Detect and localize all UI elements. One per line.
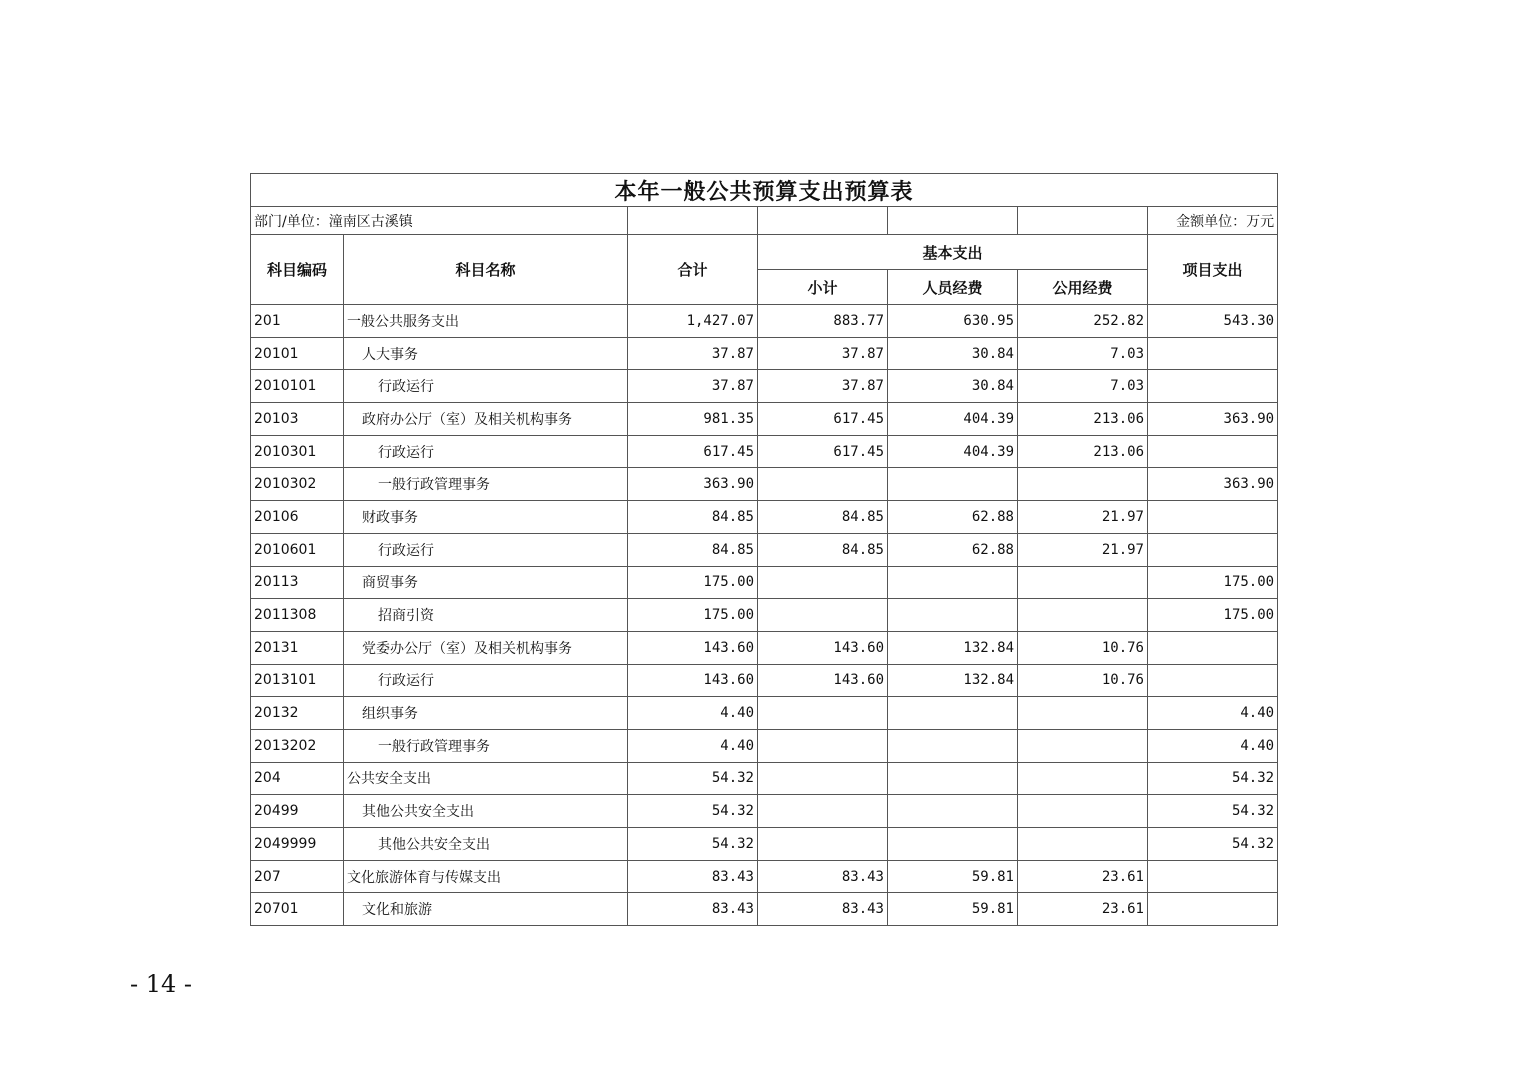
cell-name: 财政事务 bbox=[344, 501, 628, 534]
header-subtotal: 小计 bbox=[758, 270, 888, 305]
cell-project: 363.90 bbox=[1148, 468, 1278, 501]
cell-subtotal: 84.85 bbox=[758, 501, 888, 534]
header-row bbox=[251, 235, 1278, 270]
cell-name: 其他公共安全支出 bbox=[344, 795, 628, 828]
cell-project bbox=[1148, 501, 1278, 534]
table-row bbox=[251, 403, 1278, 436]
cell-code: 2010601 bbox=[251, 533, 344, 566]
meta-row bbox=[251, 207, 1278, 235]
cell-name: 文化旅游体育与传媒支出 bbox=[344, 860, 628, 893]
cell-subtotal: 37.87 bbox=[758, 337, 888, 370]
cell-project: 54.32 bbox=[1148, 762, 1278, 795]
cell-public bbox=[1018, 697, 1148, 730]
cell-public bbox=[1018, 729, 1148, 762]
cell-public: 7.03 bbox=[1018, 337, 1148, 370]
cell-code: 204 bbox=[251, 762, 344, 795]
cell-subtotal bbox=[758, 729, 888, 762]
cell-total: 37.87 bbox=[628, 370, 758, 403]
cell-code: 2013101 bbox=[251, 664, 344, 697]
cell-project bbox=[1148, 337, 1278, 370]
header-name: 科目名称 bbox=[344, 235, 628, 305]
cell-code: 2010302 bbox=[251, 468, 344, 501]
page-number: - 14 - bbox=[130, 970, 193, 998]
cell-project: 4.40 bbox=[1148, 729, 1278, 762]
cell-personnel: 404.39 bbox=[888, 403, 1018, 436]
table-row bbox=[251, 305, 1278, 338]
cell-total: 54.32 bbox=[628, 795, 758, 828]
cell-subtotal: 37.87 bbox=[758, 370, 888, 403]
cell-subtotal bbox=[758, 566, 888, 599]
cell-public: 23.61 bbox=[1018, 893, 1148, 926]
cell-name: 行政运行 bbox=[344, 435, 628, 468]
cell-code: 20113 bbox=[251, 566, 344, 599]
cell-name: 行政运行 bbox=[344, 664, 628, 697]
cell-total: 83.43 bbox=[628, 860, 758, 893]
meta-empty-cell bbox=[758, 207, 888, 235]
cell-personnel: 59.81 bbox=[888, 860, 1018, 893]
cell-personnel: 132.84 bbox=[888, 631, 1018, 664]
cell-name: 招商引资 bbox=[344, 599, 628, 632]
cell-project: 4.40 bbox=[1148, 697, 1278, 730]
cell-project: 175.00 bbox=[1148, 599, 1278, 632]
cell-personnel bbox=[888, 795, 1018, 828]
cell-subtotal: 883.77 bbox=[758, 305, 888, 338]
cell-subtotal bbox=[758, 599, 888, 632]
cell-total: 54.32 bbox=[628, 762, 758, 795]
cell-name: 文化和旅游 bbox=[344, 893, 628, 926]
table-row bbox=[251, 729, 1278, 762]
cell-name: 商贸事务 bbox=[344, 566, 628, 599]
cell-public: 10.76 bbox=[1018, 664, 1148, 697]
cell-project: 175.00 bbox=[1148, 566, 1278, 599]
cell-code: 2049999 bbox=[251, 828, 344, 861]
cell-total: 175.00 bbox=[628, 599, 758, 632]
cell-subtotal: 84.85 bbox=[758, 533, 888, 566]
cell-public: 21.97 bbox=[1018, 533, 1148, 566]
cell-project: 543.30 bbox=[1148, 305, 1278, 338]
meta-empty-cell bbox=[1018, 207, 1148, 235]
cell-project bbox=[1148, 533, 1278, 566]
cell-name: 行政运行 bbox=[344, 533, 628, 566]
cell-code: 20106 bbox=[251, 501, 344, 534]
cell-code: 20499 bbox=[251, 795, 344, 828]
cell-public: 252.82 bbox=[1018, 305, 1148, 338]
table-row bbox=[251, 468, 1278, 501]
cell-subtotal bbox=[758, 468, 888, 501]
cell-subtotal bbox=[758, 697, 888, 730]
header-public: 公用经费 bbox=[1018, 270, 1148, 305]
meta-empty-cell bbox=[628, 207, 758, 235]
cell-public bbox=[1018, 795, 1148, 828]
cell-name: 公共安全支出 bbox=[344, 762, 628, 795]
cell-total: 363.90 bbox=[628, 468, 758, 501]
cell-code: 20101 bbox=[251, 337, 344, 370]
cell-personnel bbox=[888, 729, 1018, 762]
header-total: 合计 bbox=[628, 235, 758, 305]
cell-subtotal: 617.45 bbox=[758, 403, 888, 436]
cell-name: 一般公共服务支出 bbox=[344, 305, 628, 338]
cell-total: 617.45 bbox=[628, 435, 758, 468]
cell-project: 54.32 bbox=[1148, 828, 1278, 861]
cell-public: 23.61 bbox=[1018, 860, 1148, 893]
cell-personnel bbox=[888, 468, 1018, 501]
cell-personnel bbox=[888, 599, 1018, 632]
header-code: 科目编码 bbox=[251, 235, 344, 305]
table-row bbox=[251, 337, 1278, 370]
table-title: 本年一般公共预算支出预算表 bbox=[251, 174, 1278, 207]
unit-label: 金额单位：万元 bbox=[1148, 207, 1278, 235]
cell-public bbox=[1018, 599, 1148, 632]
header-project: 项目支出 bbox=[1148, 235, 1278, 305]
cell-personnel bbox=[888, 762, 1018, 795]
cell-subtotal: 143.60 bbox=[758, 631, 888, 664]
cell-total: 37.87 bbox=[628, 337, 758, 370]
table-row bbox=[251, 566, 1278, 599]
cell-personnel: 59.81 bbox=[888, 893, 1018, 926]
cell-public bbox=[1018, 828, 1148, 861]
cell-project: 363.90 bbox=[1148, 403, 1278, 436]
cell-subtotal: 83.43 bbox=[758, 893, 888, 926]
table-row bbox=[251, 762, 1278, 795]
cell-name: 人大事务 bbox=[344, 337, 628, 370]
table-row bbox=[251, 631, 1278, 664]
table-row bbox=[251, 860, 1278, 893]
cell-public bbox=[1018, 762, 1148, 795]
cell-public: 7.03 bbox=[1018, 370, 1148, 403]
meta-empty-cell bbox=[888, 207, 1018, 235]
cell-project bbox=[1148, 435, 1278, 468]
table-row bbox=[251, 533, 1278, 566]
table-row bbox=[251, 893, 1278, 926]
cell-personnel: 404.39 bbox=[888, 435, 1018, 468]
cell-public bbox=[1018, 468, 1148, 501]
cell-subtotal: 83.43 bbox=[758, 860, 888, 893]
cell-total: 84.85 bbox=[628, 501, 758, 534]
cell-personnel bbox=[888, 566, 1018, 599]
header-basic: 基本支出 bbox=[758, 235, 1148, 270]
table-row bbox=[251, 501, 1278, 534]
cell-total: 1,427.07 bbox=[628, 305, 758, 338]
cell-subtotal bbox=[758, 762, 888, 795]
cell-personnel: 630.95 bbox=[888, 305, 1018, 338]
cell-personnel bbox=[888, 828, 1018, 861]
title-row bbox=[251, 174, 1278, 207]
cell-total: 143.60 bbox=[628, 664, 758, 697]
cell-personnel: 132.84 bbox=[888, 664, 1018, 697]
cell-subtotal bbox=[758, 795, 888, 828]
cell-total: 54.32 bbox=[628, 828, 758, 861]
cell-name: 政府办公厅（室）及相关机构事务 bbox=[344, 403, 628, 436]
cell-code: 20701 bbox=[251, 893, 344, 926]
cell-personnel: 30.84 bbox=[888, 370, 1018, 403]
table-row bbox=[251, 370, 1278, 403]
cell-personnel: 30.84 bbox=[888, 337, 1018, 370]
cell-subtotal bbox=[758, 828, 888, 861]
header-personnel: 人员经费 bbox=[888, 270, 1018, 305]
cell-public: 213.06 bbox=[1018, 403, 1148, 436]
cell-project bbox=[1148, 664, 1278, 697]
cell-name: 其他公共安全支出 bbox=[344, 828, 628, 861]
table-row bbox=[251, 435, 1278, 468]
cell-project bbox=[1148, 631, 1278, 664]
table-row bbox=[251, 795, 1278, 828]
department-label: 部门/单位：潼南区古溪镇 bbox=[251, 207, 628, 235]
cell-code: 2013202 bbox=[251, 729, 344, 762]
table-row bbox=[251, 599, 1278, 632]
cell-public: 21.97 bbox=[1018, 501, 1148, 534]
cell-project bbox=[1148, 893, 1278, 926]
cell-total: 4.40 bbox=[628, 729, 758, 762]
cell-code: 20131 bbox=[251, 631, 344, 664]
cell-code: 207 bbox=[251, 860, 344, 893]
cell-code: 2010301 bbox=[251, 435, 344, 468]
cell-name: 一般行政管理事务 bbox=[344, 729, 628, 762]
cell-total: 981.35 bbox=[628, 403, 758, 436]
cell-public: 10.76 bbox=[1018, 631, 1148, 664]
cell-personnel: 62.88 bbox=[888, 501, 1018, 534]
cell-code: 201 bbox=[251, 305, 344, 338]
cell-name: 党委办公厅（室）及相关机构事务 bbox=[344, 631, 628, 664]
cell-subtotal: 617.45 bbox=[758, 435, 888, 468]
cell-project bbox=[1148, 370, 1278, 403]
cell-name: 一般行政管理事务 bbox=[344, 468, 628, 501]
cell-total: 83.43 bbox=[628, 893, 758, 926]
cell-name: 组织事务 bbox=[344, 697, 628, 730]
cell-name: 行政运行 bbox=[344, 370, 628, 403]
cell-total: 4.40 bbox=[628, 697, 758, 730]
cell-code: 2011308 bbox=[251, 599, 344, 632]
cell-public: 213.06 bbox=[1018, 435, 1148, 468]
budget-table bbox=[250, 173, 1278, 926]
cell-subtotal: 143.60 bbox=[758, 664, 888, 697]
cell-public bbox=[1018, 566, 1148, 599]
cell-code: 20103 bbox=[251, 403, 344, 436]
cell-personnel bbox=[888, 697, 1018, 730]
cell-total: 143.60 bbox=[628, 631, 758, 664]
cell-project: 54.32 bbox=[1148, 795, 1278, 828]
table-row bbox=[251, 697, 1278, 730]
cell-total: 84.85 bbox=[628, 533, 758, 566]
cell-code: 20132 bbox=[251, 697, 344, 730]
cell-project bbox=[1148, 860, 1278, 893]
cell-personnel: 62.88 bbox=[888, 533, 1018, 566]
table-row bbox=[251, 664, 1278, 697]
cell-total: 175.00 bbox=[628, 566, 758, 599]
cell-code: 2010101 bbox=[251, 370, 344, 403]
table-row bbox=[251, 828, 1278, 861]
